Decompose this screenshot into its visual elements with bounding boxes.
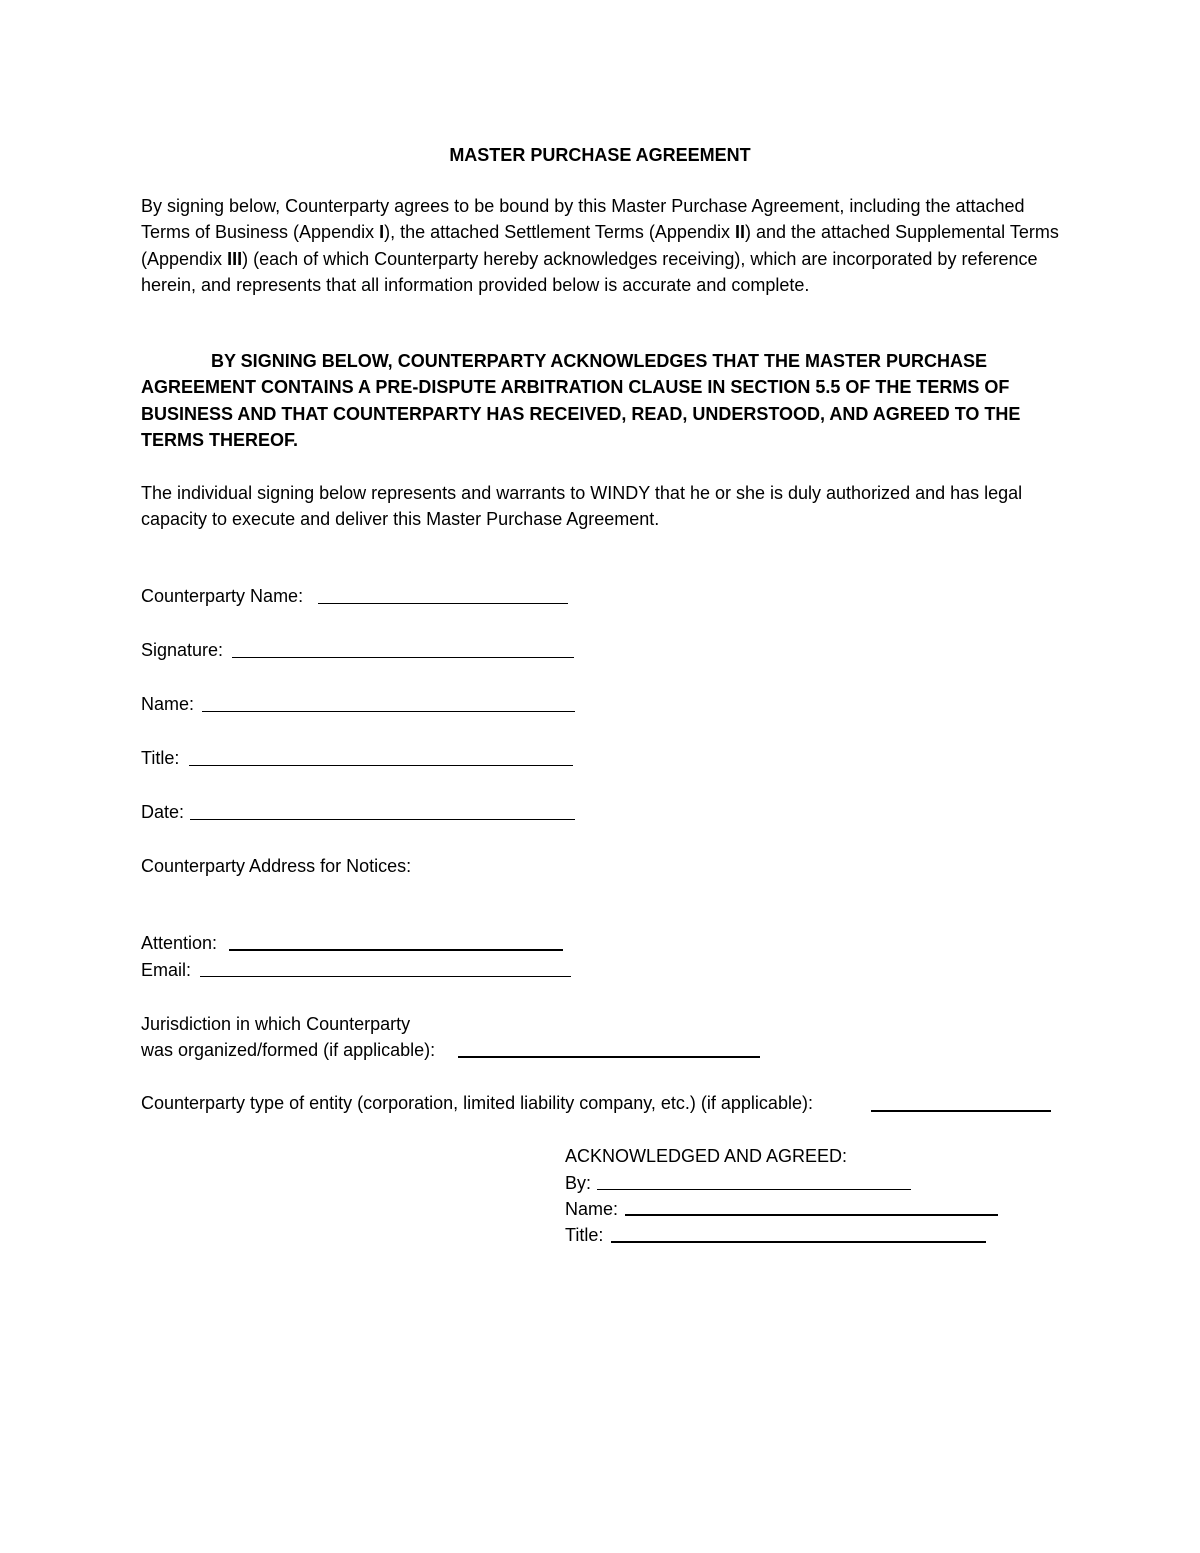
intro-text-part: ) (each of which Counterparty hereby acknowledges receiving), which are incorporated by reference herein, and represents that all information provided below is accurate and complete.	[141, 248, 1038, 296]
date-field[interactable]	[190, 819, 575, 820]
arbitration-acknowledgment: BY SIGNING BELOW, COUNTERPARTY ACKNOWLEDGES THAT THE MASTER PURCHASE AGREEMENT CONTAINS A PRE-DISPUTE ARBITRATION CLAUSE IN SECTION 5.5 OF THE TERMS OF BUSINESS AND THAT COUNTERPARTY HAS RECEIVED, READ, UNDERSTOOD, AND AGREED TO THE TERMS THEREOF.	[141, 351, 1021, 451]
counterparty-name-label: Counterparty Name:	[141, 586, 304, 606]
authority-representation: The individual signing below represents and warrants to WINDY that he or she is duly authorized and has legal capacity to execute and deliver this Master Purchase Agreement.	[141, 483, 1023, 530]
jurisdiction-field[interactable]	[458, 1056, 760, 1058]
name-label: Name:	[141, 694, 195, 714]
appendix-one-label: I	[379, 222, 385, 243]
ack-name-label: Name:	[565, 1199, 619, 1219]
entity-type-label: Counterparty type of entity (corporation, limited liability company, etc.) (if applicable):	[141, 1093, 813, 1113]
attention-field[interactable]	[229, 949, 563, 951]
entity-type-field[interactable]	[871, 1110, 1051, 1112]
date-label: Date:	[141, 802, 185, 822]
intro-paragraph	[141, 193, 1061, 299]
jurisdiction-label-line1: Jurisdiction in which Counterparty	[141, 1014, 411, 1034]
title-label: Title:	[141, 748, 180, 768]
signature-label: Signature:	[141, 640, 224, 660]
attention-label: Attention:	[141, 933, 218, 953]
title-field[interactable]	[189, 765, 573, 766]
address-heading: Counterparty Address for Notices:	[141, 856, 412, 876]
intro-text-part: ), the attached Settlement Terms (Appendix	[384, 222, 735, 243]
ack-name-field[interactable]	[625, 1214, 998, 1216]
signature-field[interactable]	[232, 657, 574, 658]
ack-title-field[interactable]	[611, 1241, 986, 1243]
appendix-three-label: III	[227, 248, 243, 269]
intro-text-part: By signing below, Counterparty agrees to be bound by this Master Purchase Agreement, including the attached Terms of Business (Appendix	[141, 196, 1025, 243]
counterparty-name-field[interactable]	[318, 603, 568, 604]
document-title: MASTER PURCHASE AGREEMENT	[449, 145, 751, 165]
intro-text-part: ) and the attached Supplemental Terms (Appendix	[141, 222, 1059, 269]
ack-by-label: By:	[565, 1173, 592, 1193]
appendix-two-label: II	[734, 222, 745, 243]
email-field[interactable]	[200, 976, 571, 977]
ack-by-field[interactable]	[597, 1189, 911, 1190]
name-field[interactable]	[202, 711, 575, 712]
email-label: Email:	[141, 960, 192, 980]
jurisdiction-label-line2: was organized/formed (if applicable):	[141, 1040, 436, 1060]
ack-title-label: Title:	[565, 1225, 604, 1245]
acknowledged-heading: ACKNOWLEDGED AND AGREED:	[565, 1146, 848, 1166]
